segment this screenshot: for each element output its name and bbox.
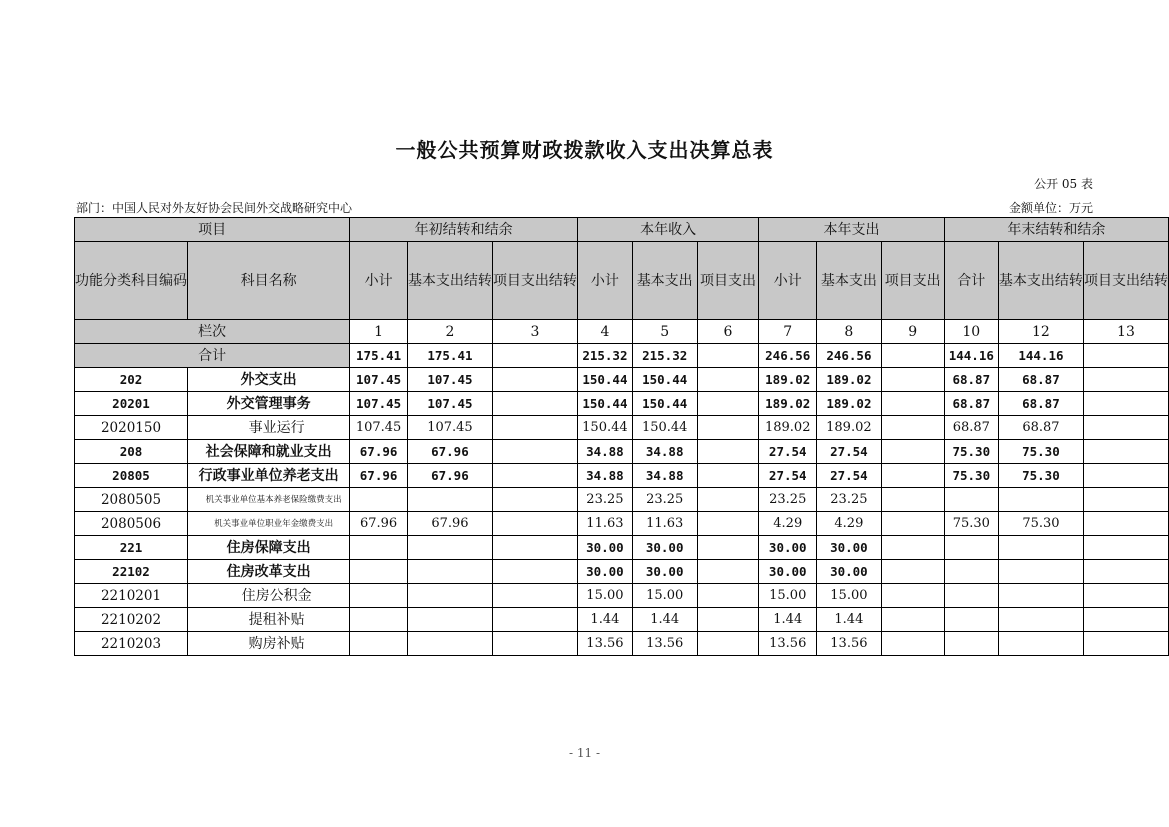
amount-cell (697, 416, 759, 440)
unit-value: 万元 (1068, 201, 1093, 215)
page-number: - 11 - (568, 746, 600, 760)
amount-cell: 30.00 (759, 560, 817, 584)
amount-cell: 15.00 (632, 584, 697, 608)
amount-cell: 30.00 (817, 560, 882, 584)
amount-cell: 68.87 (944, 416, 998, 440)
table-row (75, 512, 1169, 536)
amount-cell (998, 536, 1083, 560)
amount-cell (998, 560, 1083, 584)
amount-cell: 30.00 (632, 536, 697, 560)
budget-table (74, 217, 1169, 656)
income-subtotal-header: 小计 (577, 242, 632, 320)
column-number-cell: 6 (697, 320, 759, 344)
amount-cell (1083, 512, 1168, 536)
column-number-cell: 3 (492, 320, 577, 344)
amount-cell: 13.56 (577, 632, 632, 656)
header-row-columns (75, 242, 1169, 320)
amount-cell: 150.44 (577, 416, 632, 440)
expense-project-header: 项目支出 (881, 242, 944, 320)
expense-header: 本年支出 (759, 218, 944, 242)
amount-cell (350, 488, 408, 512)
amount-cell (492, 512, 577, 536)
subject-name-cell: 住房改革支出 (188, 560, 350, 584)
begin-subtotal-header: 小计 (350, 242, 408, 320)
table-row (75, 632, 1169, 656)
amount-cell (1083, 464, 1168, 488)
amount-cell: 34.88 (577, 440, 632, 464)
column-number-cell: 7 (759, 320, 817, 344)
amount-cell: 150.44 (632, 392, 697, 416)
begin-project-header: 项目支出结转 (492, 242, 577, 320)
amount-cell: 150.44 (632, 368, 697, 392)
total-value-cell: 144.16 (998, 344, 1083, 368)
amount-cell: 30.00 (577, 560, 632, 584)
subject-code-cell: 2210203 (75, 632, 188, 656)
total-value-cell (881, 344, 944, 368)
subject-name-cell: 购房补贴 (188, 632, 350, 656)
amount-cell: 30.00 (759, 536, 817, 560)
subject-name-cell: 外交支出 (188, 368, 350, 392)
table-row (75, 416, 1169, 440)
amount-cell: 4.29 (759, 512, 817, 536)
amount-cell (492, 584, 577, 608)
amount-cell (881, 368, 944, 392)
amount-cell (492, 440, 577, 464)
amount-cell: 27.54 (817, 440, 882, 464)
amount-cell: 75.30 (998, 512, 1083, 536)
amount-cell: 1.44 (577, 608, 632, 632)
income-project-header: 项目支出 (697, 242, 759, 320)
table-row (75, 488, 1169, 512)
amount-cell: 27.54 (759, 440, 817, 464)
amount-cell (881, 512, 944, 536)
income-header: 本年收入 (577, 218, 758, 242)
amount-cell (492, 632, 577, 656)
form-number: 公开 05 表 (1034, 177, 1093, 191)
amount-cell: 107.45 (407, 416, 492, 440)
amount-cell: 189.02 (817, 392, 882, 416)
amount-cell: 1.44 (759, 608, 817, 632)
amount-cell: 75.30 (998, 464, 1083, 488)
end-total-header: 合计 (944, 242, 998, 320)
total-value-cell: 144.16 (944, 344, 998, 368)
amount-cell: 189.02 (759, 368, 817, 392)
amount-cell (944, 632, 998, 656)
department-name: 中国人民对外友好协会民间外交战略研究中心 (112, 201, 353, 215)
amount-cell: 13.56 (817, 632, 882, 656)
amount-cell: 30.00 (577, 536, 632, 560)
income-basic-header: 基本支出 (632, 242, 697, 320)
table-row (75, 368, 1169, 392)
amount-cell: 1.44 (632, 608, 697, 632)
amount-cell: 23.25 (577, 488, 632, 512)
amount-cell: 68.87 (998, 392, 1083, 416)
amount-cell (998, 608, 1083, 632)
amount-cell: 189.02 (759, 416, 817, 440)
amount-cell (697, 440, 759, 464)
header-row-groups (75, 218, 1169, 242)
table-row (75, 560, 1169, 584)
amount-cell: 67.96 (407, 512, 492, 536)
subject-name-cell: 事业运行 (188, 416, 350, 440)
amount-cell (881, 608, 944, 632)
total-value-cell: 175.41 (350, 344, 408, 368)
amount-cell (697, 392, 759, 416)
amount-cell: 67.96 (350, 440, 408, 464)
project-header: 项目 (75, 218, 350, 242)
column-number-row (75, 320, 1169, 344)
amount-cell (492, 608, 577, 632)
amount-cell: 189.02 (817, 416, 882, 440)
func-code-header: 功能分类科目编码 (75, 242, 188, 320)
amount-cell (1083, 560, 1168, 584)
amount-cell (492, 368, 577, 392)
amount-cell (407, 536, 492, 560)
column-number-cell: 10 (944, 320, 998, 344)
amount-cell (944, 536, 998, 560)
amount-cell (492, 464, 577, 488)
amount-cell: 15.00 (759, 584, 817, 608)
column-number-cell: 2 (407, 320, 492, 344)
amount-cell (407, 584, 492, 608)
amount-cell (407, 488, 492, 512)
amount-cell (881, 560, 944, 584)
amount-cell: 75.30 (944, 440, 998, 464)
table-row (75, 464, 1169, 488)
amount-cell (998, 584, 1083, 608)
amount-cell (881, 536, 944, 560)
amount-cell (1083, 392, 1168, 416)
amount-cell: 107.45 (350, 392, 408, 416)
total-value-cell: 215.32 (577, 344, 632, 368)
amount-cell (998, 632, 1083, 656)
amount-cell (1083, 608, 1168, 632)
amount-cell (350, 632, 408, 656)
amount-cell: 150.44 (577, 392, 632, 416)
table-row (75, 392, 1169, 416)
amount-cell: 15.00 (577, 584, 632, 608)
amount-cell (697, 536, 759, 560)
amount-cell (944, 488, 998, 512)
subject-code-cell: 202 (75, 368, 188, 392)
amount-cell: 68.87 (998, 416, 1083, 440)
subject-code-cell: 208 (75, 440, 188, 464)
amount-cell: 1.44 (817, 608, 882, 632)
column-number-cell: 13 (1083, 320, 1168, 344)
amount-cell (492, 392, 577, 416)
table-row (75, 608, 1169, 632)
unit-label: 金额单位： (1008, 201, 1069, 215)
end-balance-header: 年末结转和结余 (944, 218, 1168, 242)
amount-cell (881, 440, 944, 464)
total-value-cell (492, 344, 577, 368)
amount-cell: 107.45 (407, 392, 492, 416)
amount-cell: 23.25 (759, 488, 817, 512)
amount-cell: 4.29 (817, 512, 882, 536)
total-value-cell: 175.41 (407, 344, 492, 368)
column-number-cell: 9 (881, 320, 944, 344)
total-value-cell (697, 344, 759, 368)
amount-cell: 11.63 (632, 512, 697, 536)
amount-cell (998, 488, 1083, 512)
subject-name-cell: 住房公积金 (188, 584, 350, 608)
total-value-cell: 246.56 (817, 344, 882, 368)
amount-cell: 34.88 (632, 464, 697, 488)
amount-cell (1083, 368, 1168, 392)
amount-cell (881, 632, 944, 656)
amount-cell: 27.54 (759, 464, 817, 488)
amount-cell: 23.25 (817, 488, 882, 512)
subject-name-cell: 行政事业单位养老支出 (188, 464, 350, 488)
amount-cell: 107.45 (350, 416, 408, 440)
subject-code-cell: 20201 (75, 392, 188, 416)
amount-cell (697, 488, 759, 512)
amount-cell (492, 488, 577, 512)
column-number-label: 栏次 (75, 320, 350, 344)
amount-cell (881, 584, 944, 608)
subject-code-cell: 2080506 (75, 512, 188, 536)
subject-code-cell: 2020150 (75, 416, 188, 440)
column-number-cell: 12 (998, 320, 1083, 344)
begin-balance-header: 年初结转和结余 (350, 218, 578, 242)
amount-cell (881, 392, 944, 416)
amount-cell: 150.44 (632, 416, 697, 440)
amount-cell (492, 536, 577, 560)
table-row (75, 536, 1169, 560)
column-number-cell: 8 (817, 320, 882, 344)
subject-code-cell: 2210201 (75, 584, 188, 608)
amount-cell (350, 560, 408, 584)
department-label: 部门： (76, 201, 113, 215)
amount-cell (1083, 440, 1168, 464)
amount-cell: 30.00 (632, 560, 697, 584)
total-value-cell: 246.56 (759, 344, 817, 368)
amount-cell (881, 416, 944, 440)
amount-cell: 75.30 (944, 464, 998, 488)
total-row (75, 344, 1169, 368)
amount-cell: 68.87 (944, 368, 998, 392)
amount-cell (944, 608, 998, 632)
begin-basic-header: 基本支出结转 (407, 242, 492, 320)
amount-cell (407, 560, 492, 584)
total-value-cell: 215.32 (632, 344, 697, 368)
amount-cell (350, 584, 408, 608)
amount-cell: 13.56 (632, 632, 697, 656)
subject-code-cell: 20805 (75, 464, 188, 488)
amount-cell (697, 632, 759, 656)
amount-cell: 67.96 (407, 464, 492, 488)
amount-cell (697, 608, 759, 632)
table-row (75, 440, 1169, 464)
end-basic-header: 基本支出结转 (998, 242, 1083, 320)
column-number-cell: 5 (632, 320, 697, 344)
subject-name-header: 科目名称 (188, 242, 350, 320)
subject-code-cell: 2080505 (75, 488, 188, 512)
amount-cell (492, 416, 577, 440)
amount-cell (1083, 536, 1168, 560)
amount-cell: 15.00 (817, 584, 882, 608)
total-label: 合计 (75, 344, 350, 368)
amount-cell (697, 584, 759, 608)
subject-code-cell: 2210202 (75, 608, 188, 632)
amount-cell (697, 560, 759, 584)
amount-cell (350, 608, 408, 632)
amount-cell: 30.00 (817, 536, 882, 560)
amount-cell (697, 512, 759, 536)
page-title: 一般公共预算财政拨款收入支出决算总表 (395, 138, 774, 162)
amount-cell: 189.02 (759, 392, 817, 416)
subject-code-cell: 221 (75, 536, 188, 560)
column-number-cell: 1 (350, 320, 408, 344)
end-project-header: 项目支出结转 (1083, 242, 1168, 320)
amount-cell: 67.96 (407, 440, 492, 464)
amount-cell (1083, 488, 1168, 512)
amount-cell (881, 488, 944, 512)
amount-cell: 68.87 (998, 368, 1083, 392)
subject-name-cell: 提租补贴 (188, 608, 350, 632)
amount-cell: 150.44 (577, 368, 632, 392)
amount-cell (1083, 584, 1168, 608)
subject-code-cell: 22102 (75, 560, 188, 584)
expense-basic-header: 基本支出 (817, 242, 882, 320)
amount-cell: 67.96 (350, 464, 408, 488)
amount-cell (1083, 416, 1168, 440)
amount-cell: 34.88 (632, 440, 697, 464)
amount-cell (697, 464, 759, 488)
amount-cell: 34.88 (577, 464, 632, 488)
amount-cell: 107.45 (350, 368, 408, 392)
amount-cell: 75.30 (944, 512, 998, 536)
total-value-cell (1083, 344, 1168, 368)
subject-name-cell: 外交管理事务 (188, 392, 350, 416)
amount-cell (1083, 632, 1168, 656)
table-row (75, 584, 1169, 608)
amount-cell: 189.02 (817, 368, 882, 392)
amount-cell: 23.25 (632, 488, 697, 512)
expense-subtotal-header: 小计 (759, 242, 817, 320)
amount-cell: 68.87 (944, 392, 998, 416)
amount-cell: 107.45 (407, 368, 492, 392)
unit-line (1009, 199, 1093, 216)
amount-cell (944, 584, 998, 608)
amount-cell: 27.54 (817, 464, 882, 488)
amount-cell (697, 368, 759, 392)
amount-cell (350, 536, 408, 560)
subject-name-cell: 住房保障支出 (188, 536, 350, 560)
amount-cell (881, 464, 944, 488)
amount-cell: 13.56 (759, 632, 817, 656)
department-line (76, 199, 352, 216)
column-number-cell: 4 (577, 320, 632, 344)
amount-cell: 75.30 (998, 440, 1083, 464)
amount-cell (407, 608, 492, 632)
amount-cell (492, 560, 577, 584)
subject-name-cell: 社会保障和就业支出 (188, 440, 350, 464)
amount-cell (407, 632, 492, 656)
amount-cell (944, 560, 998, 584)
amount-cell: 67.96 (350, 512, 408, 536)
amount-cell: 11.63 (577, 512, 632, 536)
subject-name-cell: 机关事业单位基本养老保险缴费支出 (188, 488, 350, 512)
subject-name-cell: 机关事业单位职业年金缴费支出 (188, 512, 350, 536)
